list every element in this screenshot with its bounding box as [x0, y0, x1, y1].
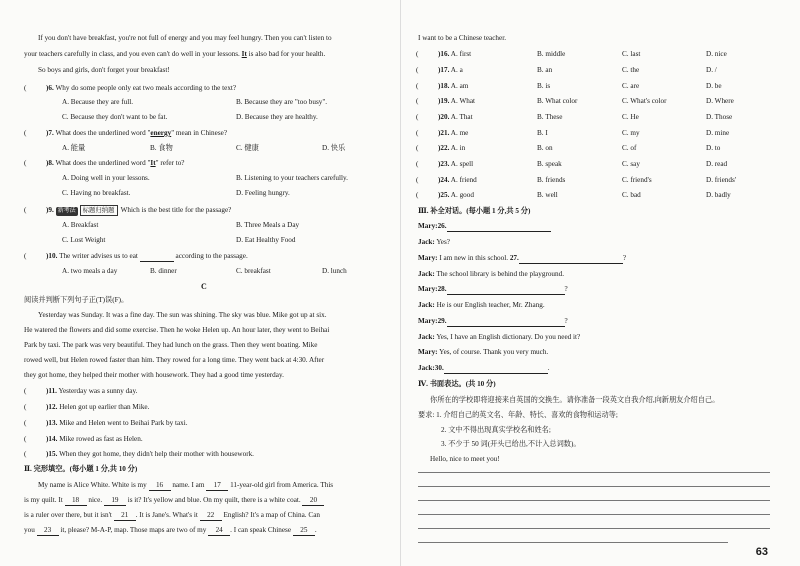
option[interactable]: D. Those	[706, 113, 733, 121]
option-row: ( )25. A. good	[416, 191, 474, 199]
option[interactable]: B. Listening to your teachers carefully.	[236, 174, 348, 182]
option[interactable]: C. my	[622, 129, 640, 137]
cloze-end-line: I want to be a Chinese teacher.	[418, 34, 507, 42]
dialogue-line: Jack: Yes?	[418, 238, 450, 246]
option[interactable]: D. /	[706, 66, 717, 74]
dialogue-line: Mary: I am new in this school. 27. ?	[418, 254, 627, 262]
option[interactable]: B. middle	[537, 50, 566, 58]
option[interactable]: D. nice	[706, 50, 727, 58]
option[interactable]: B. well	[537, 191, 558, 199]
dialogue-line: Mary:29. ?	[418, 317, 568, 325]
option-row: ( )20. A. That	[416, 113, 473, 121]
option[interactable]: A. 能量	[62, 144, 86, 152]
option[interactable]: C. bad	[622, 191, 641, 199]
question-7: ( )7. What does the underlined word "energy" mean in Chinese?	[24, 129, 228, 137]
writing-line[interactable]	[418, 528, 770, 529]
tf-instruction: 阅读并判断下列句子正(T)误(F)。	[24, 296, 129, 304]
passage-line: they got home, they helped their mother with housework. They had a good time yesterday.	[24, 371, 284, 379]
tf-item: ( )12. Helen got up earlier than Mike.	[24, 403, 150, 411]
option[interactable]: A. Because they are full.	[62, 98, 134, 106]
option[interactable]: B. I	[537, 129, 548, 137]
tf-item: ( )13. Mike and Helen went to Beihai Park by taxi.	[24, 419, 188, 427]
cloze-line: My name is Alice White. White is my 16 name. I am 17 11-year-old girl from America. This	[38, 481, 334, 489]
option-row: ( )23. A. spell	[416, 160, 474, 168]
option[interactable]: B. What color	[537, 97, 578, 105]
option[interactable]: D. badly	[706, 191, 731, 199]
option-row: ( )22. A. in	[416, 144, 466, 152]
dialogue-line: Mary:28. ?	[418, 285, 568, 293]
option[interactable]: D. Where	[706, 97, 734, 105]
option[interactable]: C. friend's	[622, 176, 652, 184]
writing-line[interactable]	[418, 472, 770, 473]
blank-20[interactable]: 20	[302, 496, 324, 506]
section-c-heading: C	[201, 282, 207, 291]
option[interactable]: C. of	[622, 144, 637, 152]
option-row: ( )19. A. What	[416, 97, 476, 105]
section-3-heading: Ⅲ. 补全对话。(每小题 1 分,共 5 分)	[418, 207, 531, 215]
option[interactable]: B. an	[537, 66, 553, 74]
option-row: ( )16. A. first	[416, 50, 472, 58]
option[interactable]: D. Feeling hungry.	[236, 189, 290, 197]
question-6: ( )6. Why do some people only eat two meals according to the text?	[24, 84, 237, 92]
option[interactable]: B. These	[537, 113, 563, 121]
blank-30[interactable]	[444, 364, 548, 374]
option[interactable]: C. Because they don't want to be fat.	[62, 113, 168, 121]
option-row: ( )17. A. a	[416, 66, 463, 74]
blank-26[interactable]	[447, 222, 551, 232]
passage-line: Yesterday was Sunday. It was a fine day. The sun was shining. The sky was blue. Mike got up at six.	[38, 311, 327, 319]
requirements: 要求: 1. 介绍自己的英文名、年龄、特长、喜欢的食物和运动等;	[418, 411, 618, 419]
option[interactable]: C. Having no breakfast.	[62, 189, 131, 197]
option-row: ( )18. A. am	[416, 82, 469, 90]
dialogue-line: Jack: Yes, I have an English dictionary. Do you need it?	[418, 333, 581, 341]
option[interactable]: D. friends'	[706, 176, 737, 184]
option[interactable]: B. friends	[537, 176, 566, 184]
tf-item: ( )11. Yesterday was a sunny day.	[24, 387, 138, 395]
option[interactable]: C. last	[622, 50, 641, 58]
option[interactable]: C. He	[622, 113, 639, 121]
dialogue-line: Jack: He is our English teacher, Mr. Zhang.	[418, 301, 545, 309]
cloze-line: you 23 it, please? M-A-P, map. Those maps are two of my 24 . I can speak Chinese 25 .	[24, 526, 317, 534]
question-type-tag: 标题归纳题	[80, 205, 118, 216]
blank-29[interactable]	[447, 317, 565, 327]
option[interactable]: B. dinner	[150, 267, 177, 275]
option[interactable]: C. Lost Weight	[62, 236, 106, 244]
section-4-heading: Ⅳ. 书面表达。(共 10 分)	[418, 380, 496, 388]
blank-19[interactable]: 19	[104, 496, 126, 506]
option[interactable]: D. mine	[706, 129, 730, 137]
answer-blank[interactable]	[140, 252, 174, 262]
underlined-it: It	[241, 50, 247, 58]
option[interactable]: D. read	[706, 160, 728, 168]
option[interactable]: D. to	[706, 144, 721, 152]
blank-16[interactable]: 16	[149, 481, 171, 491]
writing-opening: Hello, nice to meet you!	[430, 455, 500, 463]
dialogue-line: Mary: Yes, of course. Thank you very much.	[418, 348, 549, 356]
dialogue-line: Jack: The school library is behind the playground.	[418, 270, 565, 278]
option[interactable]: D. lunch	[322, 267, 347, 275]
option[interactable]: B. Three Meals a Day	[236, 221, 300, 229]
requirement-3: 3. 不少于 50 词(开头已给出,不计入总词数)。	[441, 440, 581, 448]
page-number: 63	[755, 546, 768, 558]
passage-line: Park by taxi. The park was very beautiful. They had lunch on the grass. Then they went boating. Mike	[24, 341, 318, 349]
new-method-tag: 新考法	[57, 208, 76, 214]
tf-item: ( )15. When they got home, they didn't help their mother with housework.	[24, 450, 254, 458]
question-9: ( )9. 新考法 标题归纳题 Which is the best title for the passage?	[24, 206, 232, 214]
dialogue-line: Mary:26.	[418, 222, 551, 232]
option[interactable]: D. Because they are healthy.	[236, 113, 318, 121]
option[interactable]: C. What's color	[622, 97, 667, 105]
tf-item: ( )14. Mike rowed as fast as Helen.	[24, 435, 143, 443]
blank-23[interactable]: 23	[37, 526, 59, 536]
option[interactable]: D. 快乐	[322, 144, 346, 152]
section-2-heading: Ⅱ. 完形填空。(每小题 1 分,共 10 分)	[24, 465, 138, 473]
option-row: ( )24. A. friend	[416, 176, 477, 184]
cloze-line: is a ruler over there, but it isn't 21 . It is Jane's. What's it 22 English? It's a map of China. Can	[24, 511, 320, 519]
writing-line[interactable]	[418, 486, 770, 487]
option[interactable]: A. Breakfast	[62, 221, 99, 229]
option[interactable]: A. Doing well in your lessons.	[62, 174, 150, 182]
option[interactable]: D. Eat Healthy Food	[236, 236, 296, 244]
option[interactable]: B. 食物	[150, 144, 173, 152]
writing-line[interactable]	[418, 514, 770, 515]
cloze-line: is my quilt. It 18 nice. 19 is it? It's yellow and blue. On my quilt, there is a white coat. 20	[24, 496, 324, 506]
passage-line: If you don't have breakfast, you're not full of energy and you may feel hungry. Then you can't listen to	[38, 34, 332, 42]
passage-line: He watered the flowers and did some exercise. Then he woke Helen up. An hour later, they went to Beihai	[24, 326, 330, 334]
question-8: ( )8. What does the underlined word "It" refer to?	[24, 159, 185, 167]
option[interactable]: B. on	[537, 144, 553, 152]
writing-line[interactable]	[418, 500, 770, 501]
passage-line: So boys and girls, don't forget your breakfast!	[38, 66, 170, 74]
writing-prompt: 你所在的学校即将迎接来自英国的交换生。请你准备一段英文自我介绍,向新朋友介绍自己。	[430, 396, 720, 404]
option[interactable]: B. speak	[537, 160, 562, 168]
blank-18[interactable]: 18	[65, 496, 87, 506]
blank-17[interactable]: 17	[206, 481, 228, 491]
passage-line: rowed well, but Helen rowed faster than him. They rowed for a long time. They went back at 4:30. After	[24, 356, 325, 364]
blank-28[interactable]	[447, 285, 565, 295]
blank-25[interactable]: 25	[293, 526, 315, 536]
option[interactable]: A. two meals a day	[62, 267, 118, 275]
writing-line[interactable]	[418, 542, 728, 543]
option[interactable]: C. the	[622, 66, 640, 74]
option[interactable]: C. 健康	[236, 144, 259, 152]
blank-27[interactable]	[519, 254, 623, 264]
blank-22[interactable]: 22	[200, 511, 222, 521]
option[interactable]: B. Because they are "too busy".	[236, 98, 328, 106]
requirement-2: 2. 文中不得出现真实学校名和姓名;	[441, 426, 551, 434]
option[interactable]: D. be	[706, 82, 722, 90]
option-row: ( )21. A. me	[416, 129, 469, 137]
blank-21[interactable]: 21	[114, 511, 136, 521]
option[interactable]: B. is	[537, 82, 551, 90]
blank-24[interactable]: 24	[208, 526, 230, 536]
question-10: ( )10. The writer advises us to eat according to the passage.	[24, 252, 248, 260]
dialogue-line: Jack:30. .	[418, 364, 550, 372]
passage-line: your teachers carefully in class, and you even can't do well in your lessons. It is also bad for your health.	[24, 50, 326, 58]
option[interactable]: C. breakfast	[236, 267, 271, 275]
option[interactable]: C. are	[622, 82, 640, 90]
option[interactable]: C. say	[622, 160, 640, 168]
